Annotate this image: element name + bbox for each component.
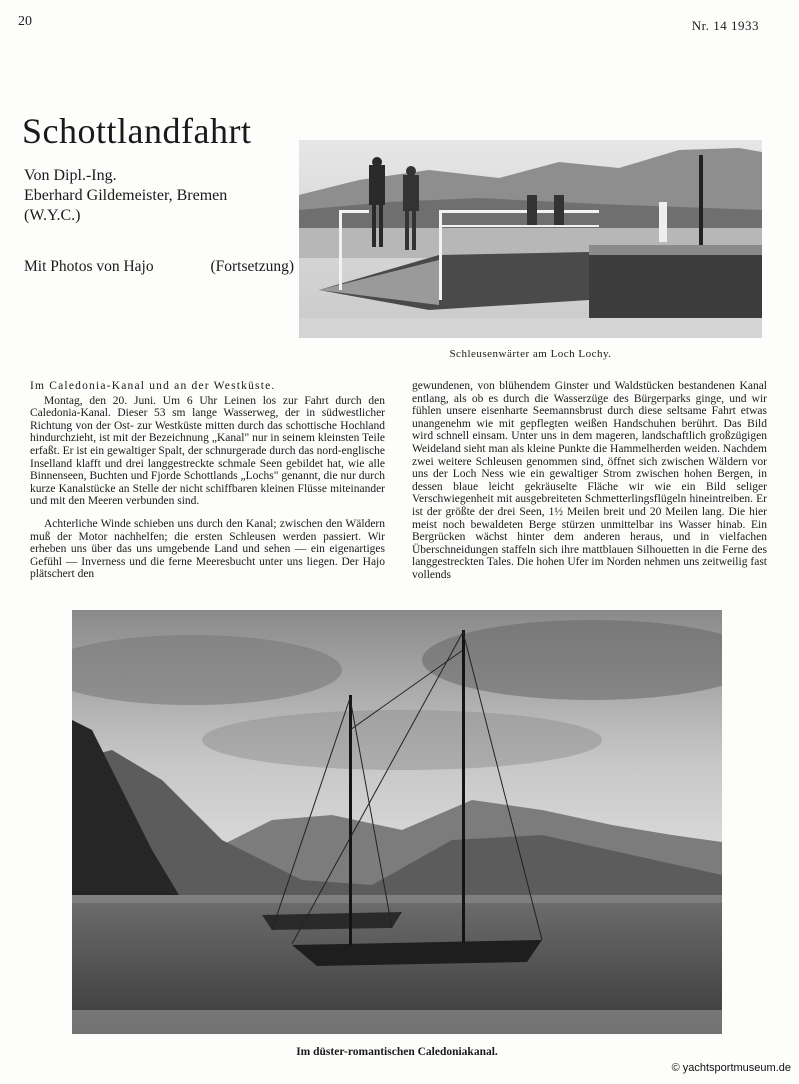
canal-caption: Im düster-romantischen Caledoniakanal. <box>296 1046 498 1058</box>
section-heading: Im Caledonia-Kanal und an der Westküste. <box>30 380 276 392</box>
byline-line: (W.Y.C.) <box>24 207 81 224</box>
issue-label: Nr. 14 1933 <box>691 18 759 33</box>
byline-line: Eberhard Gildemeister, Bremen <box>24 187 228 204</box>
article-title: Schottlandfahrt <box>22 111 252 151</box>
article-column-right <box>412 380 767 582</box>
byline <box>24 166 294 226</box>
paragraph: Achterliche Winde schieben uns durch den Kanal; zwischen den Wäldern muß der Motor nachhelfen; die ersten Schleusen werden passiert. Wir erheben uns über das uns umgebende Land und sehen — ein eigenartiges Gefühl — Inverness und die ferne Meeresbucht unter uns liegen. Der Hajo plätschert den <box>30 517 385 581</box>
caledonian-canal-photo <box>72 610 722 1034</box>
watermark: © yachtsportmuseum.de <box>671 1062 791 1074</box>
lock-keepers-caption: Schleusenwärter am Loch Lochy. <box>449 348 612 360</box>
byline-line: Von Dipl.-Ing. <box>24 167 117 184</box>
lock-keepers-photo <box>299 140 762 338</box>
photo-credit: Mit Photos von Hajo <box>24 258 154 275</box>
page-number: 20 <box>18 14 32 29</box>
continuation-note: (Fortsetzung) <box>210 258 294 275</box>
paragraph: Montag, den 20. Juni. Um 6 Uhr Leinen los zur Fahrt durch den Caledonia-Kanal. Dieser 53 sm lange Wasserweg, der in südwestlicher Richtung von der Ost- zur Westküste mitten durch das schottische Hochland hindurchzieht, ist mit der Bezeichnung „Kanal" nur in seinem kleinsten Teile erfaßt. Er ist ein gewaltiger Spalt, der schnurgerade durch das nord-englische Inselland klafft und drei langgestreckte schmale Seen gebildet hat, wie alle Binnenseen, Buchten und Fjorde Schottlands „Lochs" genannt, die nur durch kurze Kanalstücke an Stelle der nicht schiffbaren kleinen Flüsse miteinander und mit den Meeren verbunden sind. <box>30 394 385 508</box>
photo-credit-row <box>24 258 294 276</box>
lock-keepers-photo-image <box>299 140 762 338</box>
caledonian-canal-photo-image <box>72 610 722 1034</box>
paragraph: gewundenen, von blühendem Ginster und Waldstücken bestandenen Kanal entlang, als ob es durch die Wasserzüge des Bürgerparks ginge, und wir fühlen unsere eisenharte Seemannsbrust durch diese seltsame Fahrt etwas unangenehm wie mit gepflegten weißen Handschuhen berührt. Das Bild wird schnell einsam. Unter uns in dem mageren, landschaftlich großzügigen Weideland sieht man als kleine Punkte die Hammelherden weiden. Nachdem zwei weitere Schleusen genommen sind, öffnet sich zwischen Wäldern vor uns der Loch Ness wie ein gewaltiger Strom zwischen hohen Bergen, in dessen blaue leicht gekräuselte Fläche wir wie ein Bild seliger Verschwiegenheit mit ausgebreiteten Schmetterlingsflügeln hineintreiben. Er ist der größte der drei Seen, 1½ Meilen breit und 20 Meilen lang. Die hier meist noch bewaldeten Berge stürzen unmittelbar ins Wasser hinab. Ein Bergrücken wächst hinter dem anderen heraus, und in vielfachen Überschneidungen staffeln sich ihre mattblauen Silhouetten in die Ferne des langgestreckten Tales. Die hohen Ufer im Norden nehmen uns zeitweilig fast vollends <box>412 380 767 581</box>
article-column-left <box>30 380 385 581</box>
